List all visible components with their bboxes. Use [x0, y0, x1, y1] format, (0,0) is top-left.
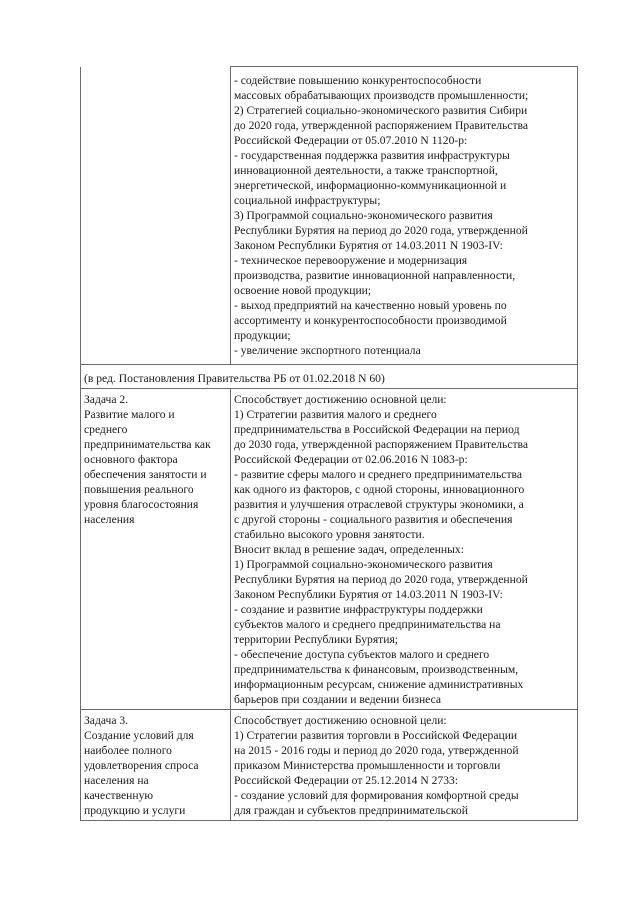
- text-line: с другой стороны - социального развития и обеспечения: [234, 513, 513, 526]
- row1-right-cell: [231, 67, 578, 365]
- task-title-line: населения: [84, 513, 135, 526]
- task-title-line: качественную: [84, 789, 154, 802]
- text-line: предпринимательства в Российской Федерации на период: [234, 423, 520, 436]
- text-line: стабильно высокого уровня занятости.: [234, 528, 425, 541]
- text-line: Российской Федерации от 02.06.2016 N 1083-р:: [234, 453, 468, 466]
- text-line: развития и улучшения отраслевой структуры экономики, а: [234, 498, 524, 511]
- task-title-line: наиболее полного: [84, 744, 172, 757]
- task-title-line: населения на: [84, 774, 149, 787]
- table-row: [81, 710, 578, 821]
- text-line: Законом Республики Бурятия от 14.03.2011 N 1903-IV:: [234, 239, 503, 252]
- text-line: - государственная поддержка развития инфраструктуры: [234, 149, 510, 162]
- text-line: информационным ресурсам, снижение административных: [234, 678, 524, 691]
- text-line: территории Республики Бурятия;: [234, 633, 399, 646]
- task-3-description-cell: [231, 710, 578, 821]
- text-line: на 2015 - 2016 годы и период до 2020 года, утвержденной: [234, 744, 519, 757]
- task-title-line: предпринимательства как: [84, 438, 211, 451]
- text-line: социальной инфраструктуры;: [234, 194, 381, 207]
- row1-left-cell: [81, 67, 231, 365]
- text-line: Республики Бурятия на период до 2020 года, утвержденной: [234, 224, 528, 237]
- text-line: барьеров при создании и ведении бизнеса: [234, 693, 442, 706]
- task-title-line: основного фактора: [84, 453, 178, 466]
- amendment-note-text: (в ред. Постановления Правительства РБ от 01.02.2018 N 60): [84, 372, 385, 385]
- text-line: 3) Программой социально-экономического развития: [234, 209, 493, 222]
- text-line: Российской Федерации от 25.12.2014 N 2733:: [234, 774, 459, 787]
- task-2-title-cell: [81, 389, 231, 710]
- text-line: производства, развитие инновационной направленности,: [234, 269, 516, 282]
- text-line: - содействие повышению конкурентоспособности: [234, 74, 482, 87]
- text-line: до 2030 года, утвержденной распоряжением Правительства: [234, 438, 528, 451]
- task-title-line: уровня благосостояния: [84, 498, 199, 511]
- task-title-line: Задача 2.: [84, 393, 129, 406]
- task-title-line: продукцию и услуги: [84, 804, 186, 817]
- text-line: Российской Федерации от 05.07.2010 N 1120-р:: [234, 134, 468, 147]
- text-line: - увеличение экспортного потенциала: [234, 344, 421, 357]
- text-line: субъектов малого и среднего предпринимательства на: [234, 618, 501, 631]
- text-line: Способствует достижению основной цели:: [234, 393, 447, 406]
- task-title-line: Развитие малого и: [84, 408, 175, 421]
- text-line: Законом Республики Бурятия от 14.03.2011 N 1903-IV:: [234, 588, 503, 601]
- table-row-note: [81, 365, 578, 389]
- task-3-title-cell: [81, 710, 231, 821]
- text-line: 1) Программой социально-экономического развития: [234, 558, 493, 571]
- text-line: Вносит вклад в решение задач, определенных:: [234, 543, 464, 556]
- table-row: [81, 67, 578, 365]
- text-line: продукции;: [234, 329, 291, 342]
- strategy-alignment-table: [80, 66, 578, 821]
- text-line: массовых обрабатывающих производств промышленности;: [234, 89, 529, 102]
- text-line: до 2020 года, утвержденной распоряжением Правительства: [234, 119, 528, 132]
- task-2-description-cell: [231, 389, 578, 710]
- text-line: как одного из факторов, с одной стороны, инновационного: [234, 483, 525, 496]
- amendment-note: [81, 365, 578, 389]
- text-line: 2) Стратегией социально-экономического развития Сибири: [234, 104, 528, 117]
- task-title-line: повышения реального: [84, 483, 194, 496]
- table-row: [81, 389, 578, 710]
- task-title-line: Создание условий для: [84, 729, 194, 742]
- text-line: - выход предприятий на качественно новый уровень по: [234, 299, 507, 312]
- task-title-line: Задача 3.: [84, 714, 129, 727]
- text-line: энергетической, информационно-коммуникационной и: [234, 179, 507, 192]
- text-line: инновационной деятельности, а также транспортной,: [234, 164, 498, 177]
- text-line: - развитие сферы малого и среднего предпринимательства: [234, 468, 522, 481]
- task-title-line: среднего: [84, 423, 128, 436]
- text-line: приказом Министерства промышленности и торговли: [234, 759, 501, 772]
- text-line: 1) Стратегии развития торговли в Российской Федерации: [234, 729, 518, 742]
- text-line: - создание условий для формирования комфортной среды: [234, 789, 519, 802]
- task-title-line: обеспечения занятости и: [84, 468, 207, 481]
- task-title-line: удовлетворения спроса: [84, 759, 199, 772]
- text-line: для граждан и субъектов предпринимательской: [234, 804, 468, 817]
- text-line: - создание и развитие инфраструктуры поддержки: [234, 603, 483, 616]
- text-line: - обеспечение доступа субъектов малого и среднего: [234, 648, 490, 661]
- text-line: ассортименту и конкурентоспособности производимой: [234, 314, 507, 327]
- text-line: Республики Бурятия на период до 2020 года, утвержденной: [234, 573, 528, 586]
- text-line: - техническое перевооружение и модернизация: [234, 254, 468, 267]
- text-line: Способствует достижению основной цели:: [234, 714, 447, 727]
- text-line: освоение новой продукции;: [234, 284, 372, 297]
- text-line: 1) Стратегии развития малого и среднего: [234, 408, 437, 421]
- text-line: предпринимательства к финансовым, производственным,: [234, 663, 519, 676]
